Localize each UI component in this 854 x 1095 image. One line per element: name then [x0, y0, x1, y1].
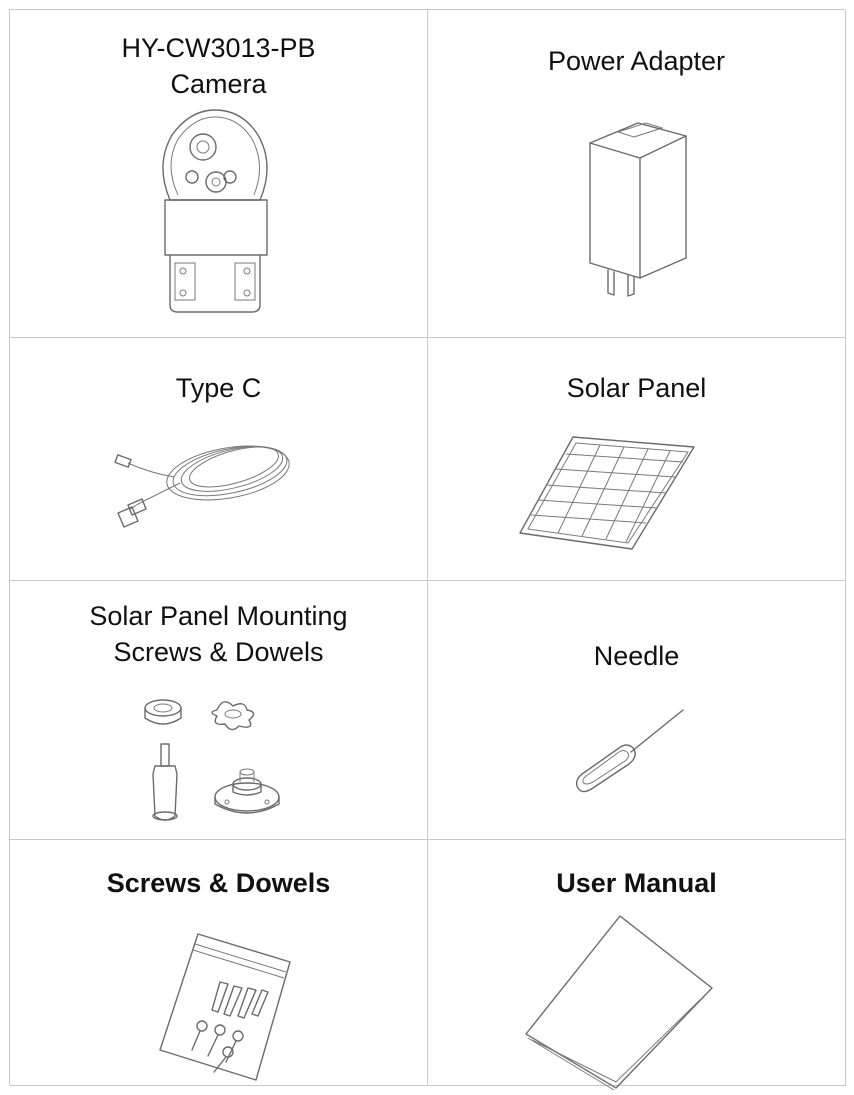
- item-title-line: Screws & Dowels: [106, 868, 331, 898]
- item-title-line: User Manual: [556, 868, 717, 898]
- item-title: [428, 43, 845, 79]
- item-title: [10, 30, 427, 102]
- item-solar-panel: [428, 338, 846, 581]
- item-title: [428, 638, 845, 674]
- screws-dowels-bag-icon: [158, 932, 293, 1082]
- item-title-line: Solar Panel: [566, 373, 707, 403]
- item-title-line: Solar Panel Mounting: [89, 601, 348, 631]
- item-camera: [10, 10, 428, 338]
- type-c-cable-icon: [110, 423, 300, 543]
- power-adapter-icon: [578, 118, 698, 298]
- item-title: [10, 598, 427, 670]
- item-power-adapter: [428, 10, 846, 338]
- item-solar-panel-mounting: [10, 581, 428, 840]
- item-title-line: HY-CW3013-PB: [121, 33, 316, 63]
- item-title-line: Camera: [170, 69, 267, 99]
- solar-panel-icon: [518, 433, 698, 553]
- item-title-line: Power Adapter: [547, 46, 726, 76]
- item-title: [10, 865, 427, 901]
- mounting-screws-icon: [135, 694, 295, 829]
- item-user-manual: [428, 840, 846, 1086]
- item-title-line: Screws & Dowels: [113, 637, 324, 667]
- item-title: [428, 865, 845, 901]
- item-needle: [428, 581, 846, 840]
- user-manual-icon: [520, 912, 720, 1092]
- item-title: [428, 370, 845, 406]
- item-type-c: [10, 338, 428, 581]
- package-contents-table: [9, 9, 845, 1085]
- item-title-line: Type C: [175, 373, 262, 403]
- item-title-line: Needle: [593, 641, 680, 671]
- needle-icon: [573, 706, 693, 796]
- item-screws-dowels: [10, 840, 428, 1086]
- item-title: [10, 370, 427, 406]
- camera-icon: [150, 105, 280, 315]
